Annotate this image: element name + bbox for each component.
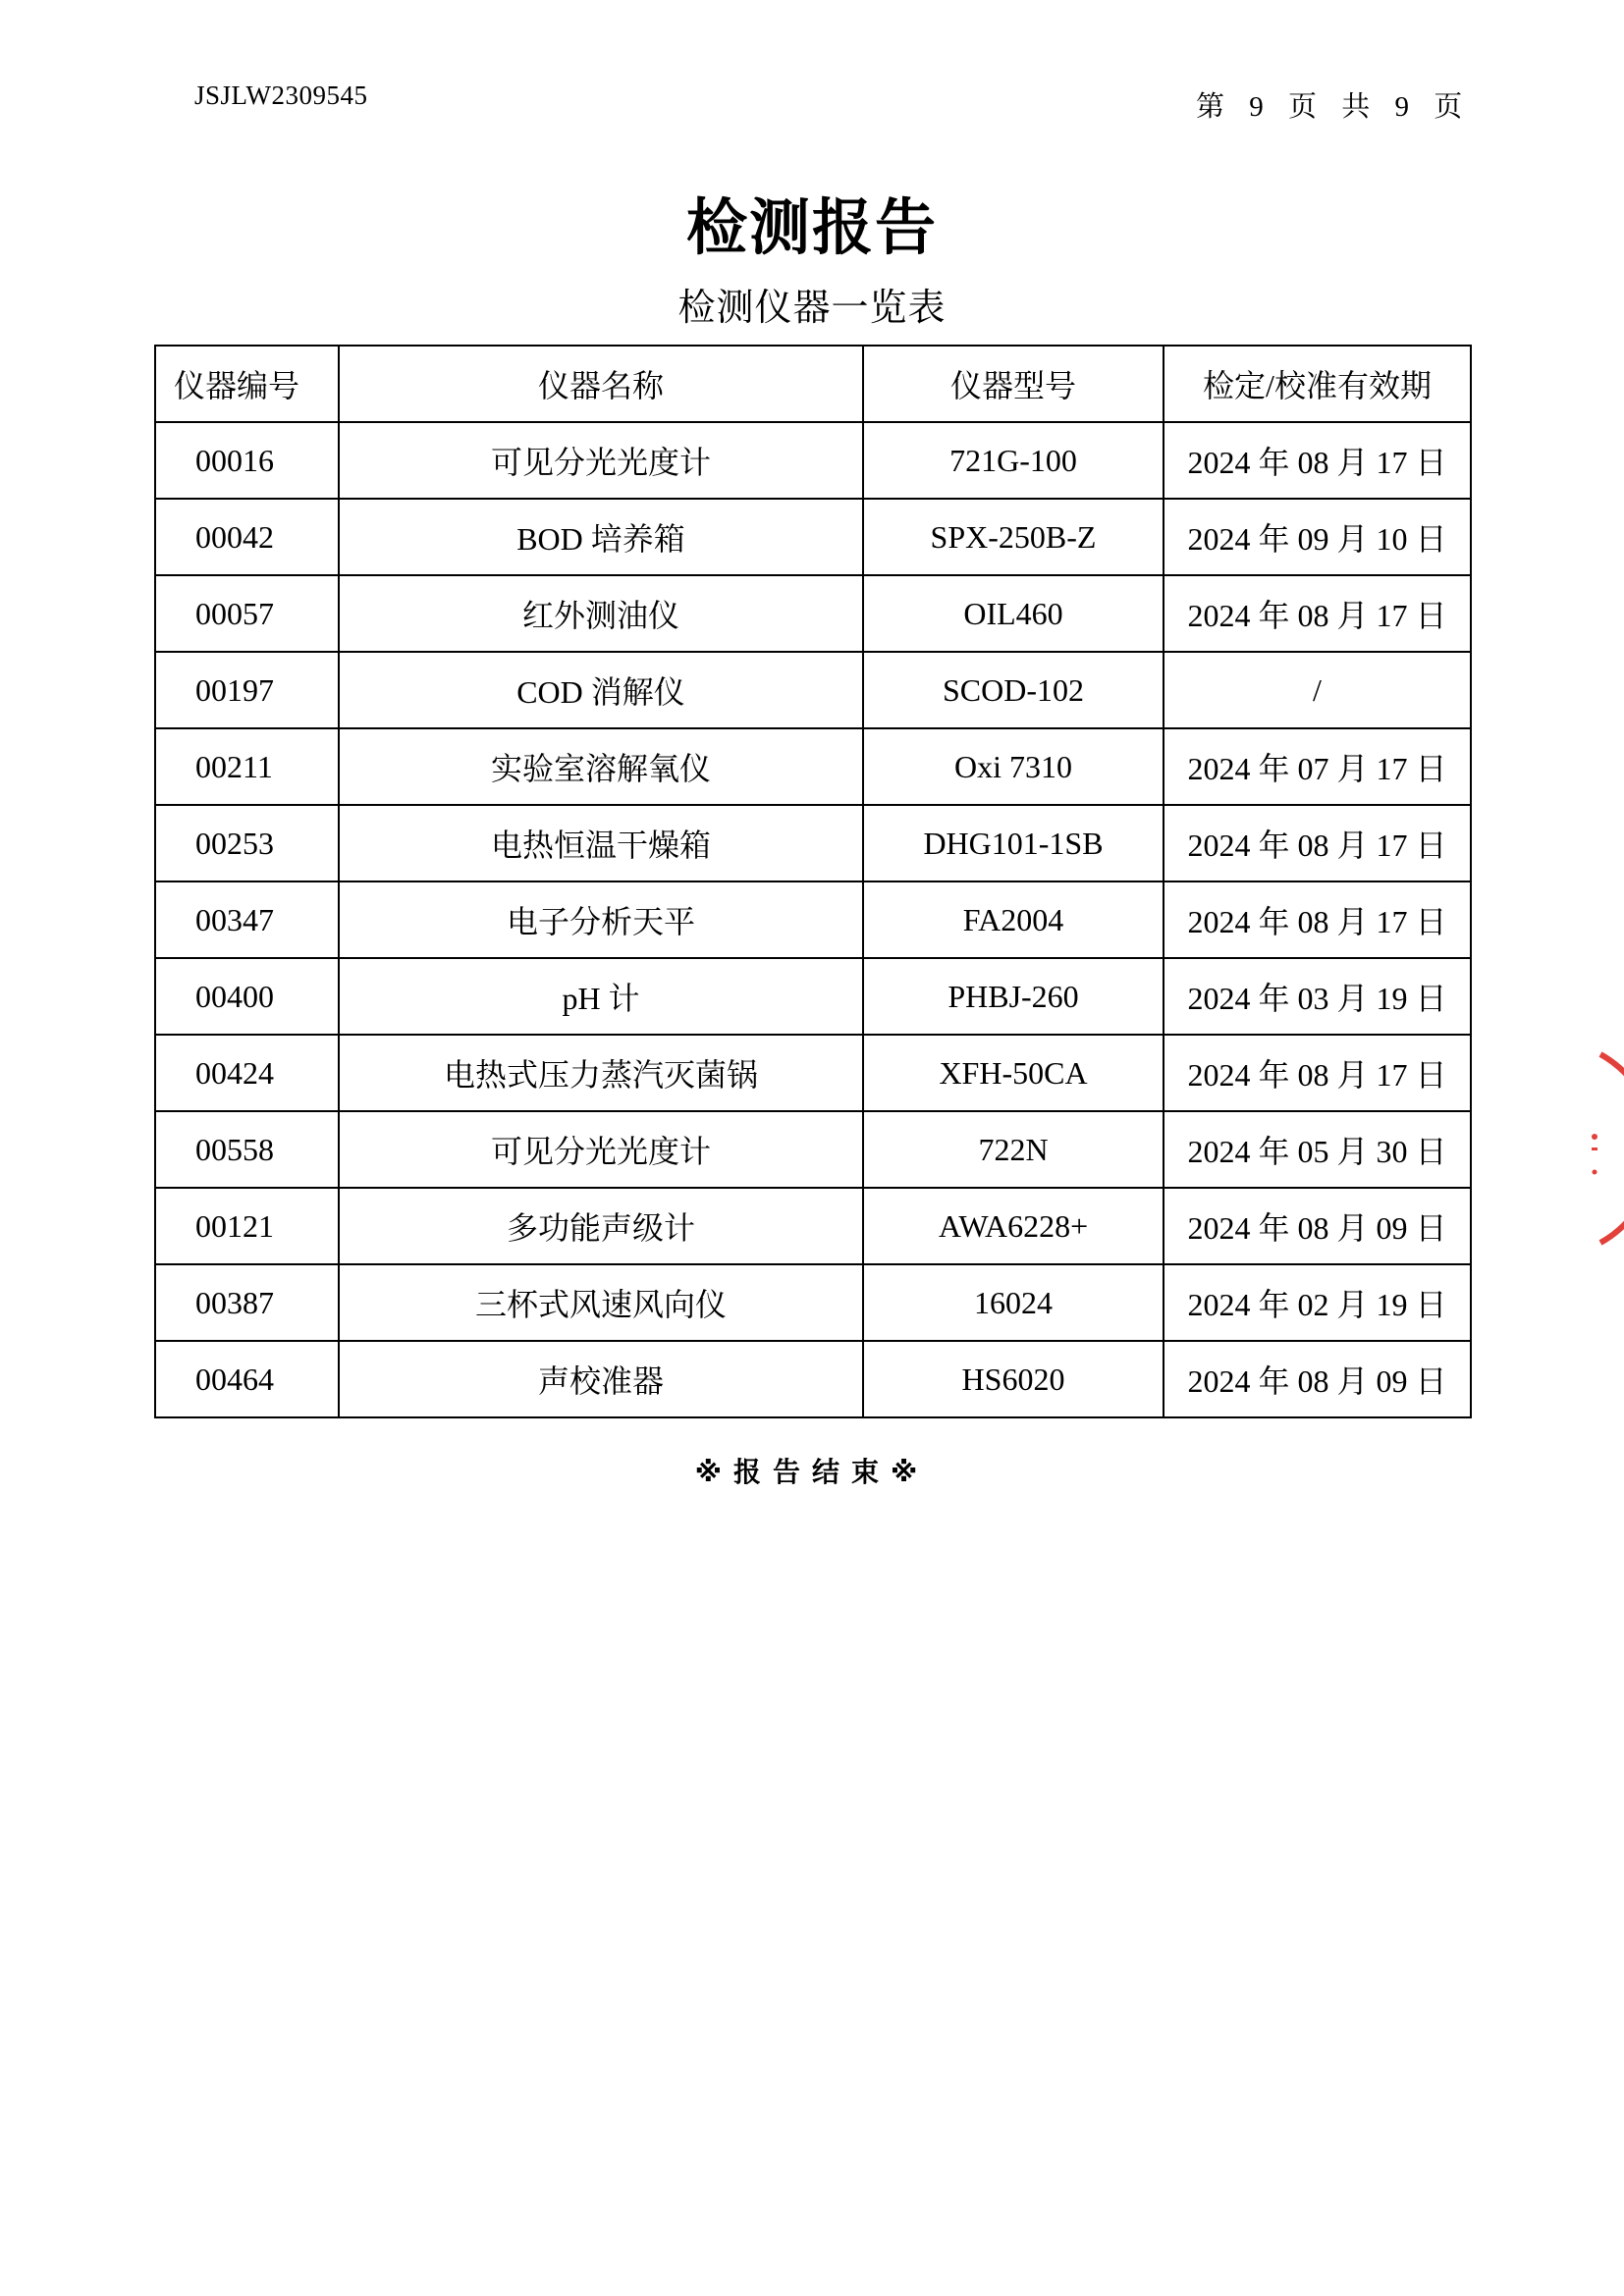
cell-instrument-name: 红外测油仪 xyxy=(339,575,863,652)
cell-instrument-id: 00347 xyxy=(155,881,339,958)
cell-instrument-name: 声校准器 xyxy=(339,1341,863,1417)
cell-instrument-model: DHG101-1SB xyxy=(863,805,1164,881)
column-header-validity: 检定/校准有效期 xyxy=(1164,346,1471,422)
cell-instrument-model: FA2004 xyxy=(863,881,1164,958)
table-row xyxy=(155,1264,1471,1341)
cell-instrument-id: 00424 xyxy=(155,1035,339,1111)
cell-instrument-id: 00057 xyxy=(155,575,339,652)
table-row xyxy=(155,1341,1471,1417)
cell-instrument-model: OIL460 xyxy=(863,575,1164,652)
cell-instrument-name: 可见分光光度计 xyxy=(339,1111,863,1188)
table-row xyxy=(155,805,1471,881)
cell-instrument-id: 00016 xyxy=(155,422,339,499)
page-indicator: 第 9 页 共 9 页 xyxy=(1196,91,1472,123)
cell-instrument-name: pH 计 xyxy=(339,958,863,1035)
table-row xyxy=(155,958,1471,1035)
table-title: 检测仪器一览表 xyxy=(677,288,947,329)
cell-instrument-model: Oxi 7310 xyxy=(863,728,1164,805)
cell-instrument-name: 可见分光光度计 xyxy=(339,422,863,499)
cell-instrument-id: 00042 xyxy=(155,499,339,575)
cell-instrument-id: 00197 xyxy=(155,652,339,728)
cell-validity-date: 2024 年 08 月 17 日 xyxy=(1164,422,1471,499)
table-header-row xyxy=(155,346,1471,422)
cell-validity-date: 2024 年 08 月 17 日 xyxy=(1164,881,1471,958)
cell-instrument-name: 实验室溶解氧仪 xyxy=(339,728,863,805)
table-row xyxy=(155,1188,1471,1264)
cell-instrument-model: AWA6228+ xyxy=(863,1188,1164,1264)
report-end-mark: ※报告结束※ xyxy=(694,1456,930,1488)
cell-instrument-id: 00253 xyxy=(155,805,339,881)
cell-validity-date: 2024 年 05 月 30 日 xyxy=(1164,1111,1471,1188)
report-title: 检测报告 xyxy=(685,191,938,263)
report-number: JSJLW2309545 xyxy=(194,80,368,110)
cell-validity-date: 2024 年 08 月 09 日 xyxy=(1164,1188,1471,1264)
cell-validity-date: 2024 年 08 月 17 日 xyxy=(1164,805,1471,881)
cell-validity-date: 2024 年 08 月 17 日 xyxy=(1164,575,1471,652)
cell-instrument-model: SCOD-102 xyxy=(863,652,1164,728)
cell-instrument-id: 00464 xyxy=(155,1341,339,1417)
cell-validity-date: 2024 年 03 月 19 日 xyxy=(1164,958,1471,1035)
cell-instrument-id: 00387 xyxy=(155,1264,339,1341)
table-row xyxy=(155,728,1471,805)
cell-validity-date: / xyxy=(1164,652,1471,728)
red-seal-stamp xyxy=(1581,1050,1624,1247)
table-row xyxy=(155,652,1471,728)
column-header-model: 仪器型号 xyxy=(863,346,1164,422)
cell-validity-date: 2024 年 08 月 17 日 xyxy=(1164,1035,1471,1111)
instrument-table xyxy=(154,345,1472,1418)
cell-instrument-model: 722N xyxy=(863,1111,1164,1188)
cell-validity-date: 2024 年 07 月 17 日 xyxy=(1164,728,1471,805)
table-row xyxy=(155,422,1471,499)
cell-instrument-name: 电子分析天平 xyxy=(339,881,863,958)
table-row xyxy=(155,575,1471,652)
cell-instrument-id: 00121 xyxy=(155,1188,339,1264)
cell-validity-date: 2024 年 02 月 19 日 xyxy=(1164,1264,1471,1341)
cell-instrument-id: 00558 xyxy=(155,1111,339,1188)
cell-instrument-name: BOD 培养箱 xyxy=(339,499,863,575)
cell-instrument-model: 721G-100 xyxy=(863,422,1164,499)
cell-instrument-model: HS6020 xyxy=(863,1341,1164,1417)
cell-instrument-id: 00400 xyxy=(155,958,339,1035)
column-header-name: 仪器名称 xyxy=(339,346,863,422)
table-row xyxy=(155,1111,1471,1188)
cell-validity-date: 2024 年 08 月 09 日 xyxy=(1164,1341,1471,1417)
cell-instrument-name: 三杯式风速风向仪 xyxy=(339,1264,863,1341)
cell-instrument-model: SPX-250B-Z xyxy=(863,499,1164,575)
cell-instrument-name: 多功能声级计 xyxy=(339,1188,863,1264)
cell-instrument-model: 16024 xyxy=(863,1264,1164,1341)
cell-instrument-model: XFH-50CA xyxy=(863,1035,1164,1111)
cell-validity-date: 2024 年 09 月 10 日 xyxy=(1164,499,1471,575)
column-header-id: 仪器编号 xyxy=(155,346,339,422)
cell-instrument-name: 电热式压力蒸汽灭菌锅 xyxy=(339,1035,863,1111)
cell-instrument-name: 电热恒温干燥箱 xyxy=(339,805,863,881)
table-row xyxy=(155,1035,1471,1111)
table-row xyxy=(155,881,1471,958)
table-row xyxy=(155,499,1471,575)
cell-instrument-model: PHBJ-260 xyxy=(863,958,1164,1035)
cell-instrument-name: COD 消解仪 xyxy=(339,652,863,728)
cell-instrument-id: 00211 xyxy=(155,728,339,805)
